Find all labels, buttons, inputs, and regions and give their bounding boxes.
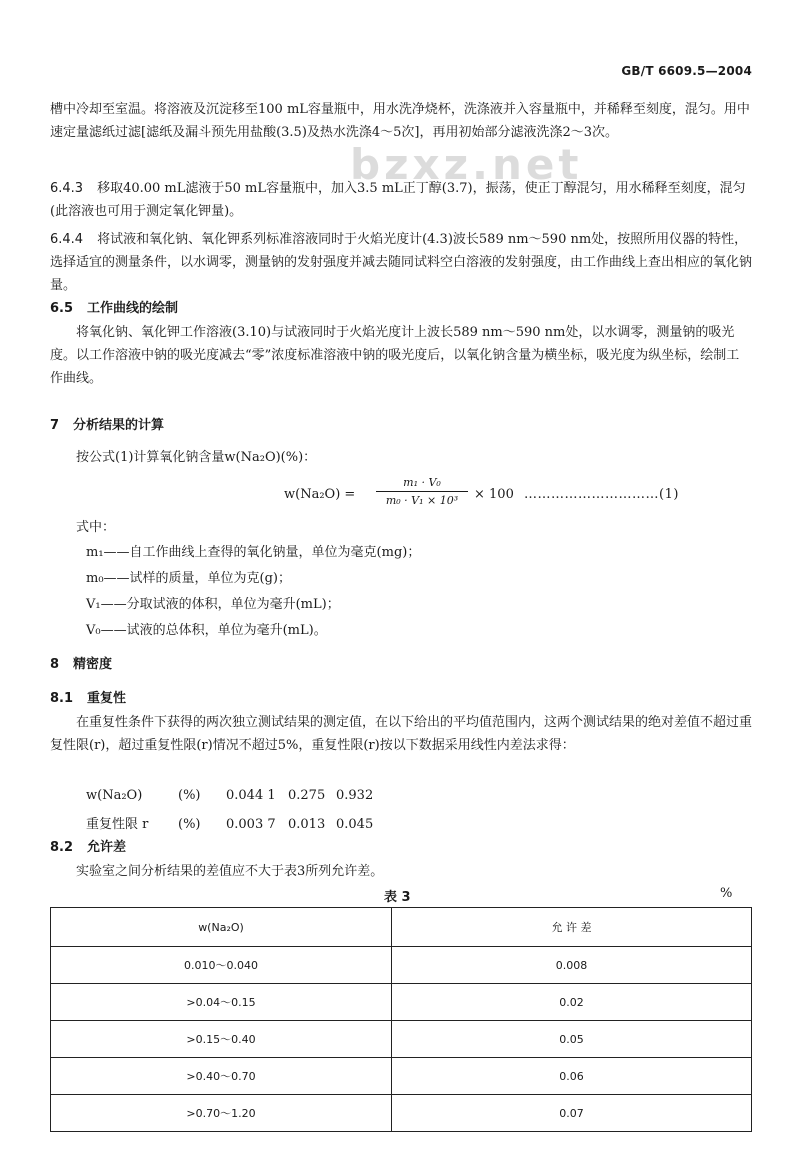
section-number: 8.1 [50, 691, 74, 706]
section-number: 8.2 [50, 840, 74, 855]
table-unit: % [720, 886, 733, 901]
table-cell: >0.04～0.15 [51, 984, 392, 1021]
standard-number-header: GB/T 6609.5—2004 [621, 64, 752, 78]
value: 0.013 [288, 817, 326, 832]
section-number: 6.4.3 [50, 181, 84, 196]
section-text: 将试液和氧化钠、氧化钾系列标准溶液同时于火焰光度计(4.3)波长589 nm～590 nm处，按照所用仪器的特性，选择适宜的测量条件，以水调零，测量钠的发射强度并减去随同试料空白溶液的发射强度，由工作曲线上查出相应的氧化钠量。 [50, 232, 753, 293]
watermark: bzxz.net [350, 140, 583, 189]
table-row [51, 984, 752, 1021]
table-cell: >0.15～0.40 [51, 1021, 392, 1058]
section-6-5-heading [50, 297, 752, 320]
formula-1 [284, 476, 754, 516]
table-caption: 表 3 [384, 890, 411, 905]
section-title: 精密度 [73, 657, 113, 672]
section-number: 6.4.4 [50, 232, 84, 247]
value: 0.932 [336, 788, 374, 803]
table-cell: 0.02 [392, 984, 752, 1021]
column-header: w(Na₂O) [51, 908, 392, 947]
section-number: 6.5 [50, 301, 74, 316]
section-8-2-text: 实验室之间分析结果的差值应不大于表3所列允许差。 [76, 864, 384, 879]
table-cell: 0.07 [392, 1095, 752, 1132]
value: 0.275 [288, 788, 326, 803]
section-title: 重复性 [87, 691, 127, 706]
formula-lhs: w(Na₂O) = [284, 487, 356, 502]
variable-definitions [86, 540, 420, 644]
row-unit: (%) [178, 788, 201, 803]
repeatability-row-limit [86, 813, 373, 832]
section-7-text: 按公式(1)计算氧化钠含量w(Na₂O)(%)： [76, 450, 317, 465]
definition-item: V₀——试液的总体积，单位为毫升(mL)。 [86, 623, 327, 638]
formula-denominator: m₀ · V₁ × 10³ [385, 494, 459, 507]
formula-fraction [376, 476, 468, 507]
section-title: 分析结果的计算 [73, 418, 165, 433]
section-number: 7 [50, 418, 60, 433]
table-row [51, 947, 752, 984]
table-cell: 0.008 [392, 947, 752, 984]
row-label: 重复性限 r [86, 817, 149, 832]
table-row [51, 1021, 752, 1058]
formula-numerator: m₁ · V₀ [376, 476, 468, 492]
section-number: 8 [50, 657, 60, 672]
section-6-4-3 [50, 177, 752, 223]
section-text: 移取40.00 mL滤液于50 mL容量瓶中，加入3.5 mL正丁醇(3.7)，振荡，使正丁醇混匀，用水稀释至刻度，混匀(此溶液也可用于测定氧化钾量)。 [50, 181, 746, 219]
table-cell: >0.70～1.20 [51, 1095, 392, 1132]
allowable-difference-table [50, 907, 752, 1132]
column-header: 允 许 差 [392, 908, 752, 947]
value: 0.045 [336, 817, 374, 832]
table-row [51, 1095, 752, 1132]
definition-item: V₁——分取试液的体积，单位为毫升(mL)； [86, 597, 340, 612]
section-8-1-heading [50, 687, 752, 710]
value: 0.044 1 [226, 788, 276, 803]
formula-rhs: × 100 [474, 487, 514, 502]
table-cell: 0.05 [392, 1021, 752, 1058]
section-8-heading [50, 653, 752, 676]
where-label: 式中： [76, 520, 116, 535]
value: 0.003 7 [226, 817, 276, 832]
section-6-4-4 [50, 228, 752, 297]
repeatability-row-content [86, 788, 373, 803]
section-7-heading [50, 414, 752, 437]
definition-item: m₀——试样的质量，单位为克(g)； [86, 571, 292, 586]
intro-paragraph: 槽中冷却至室温。将溶液及沉淀移至100 mL容量瓶中，用水洗净烧杯，洗涤液并入容量瓶中，并稀释至刻度，混匀。用中速定量滤纸过滤[滤纸及漏斗预先用盐酸(3.5)及热水洗涤4～5次]，再用初始部分滤液洗涤2～3次。 [50, 102, 750, 140]
section-8-2-heading [50, 836, 752, 859]
formula-number: …………………………(1) [524, 487, 679, 502]
section-title: 允许差 [87, 840, 127, 855]
row-unit: (%) [178, 817, 201, 832]
row-label: w(Na₂O) [86, 788, 143, 803]
table-header-row [51, 908, 752, 947]
table-row [51, 1058, 752, 1095]
table-cell: 0.010～0.040 [51, 947, 392, 984]
definition-item: m₁——自工作曲线上查得的氧化钠量，单位为毫克(mg)； [86, 545, 421, 560]
section-title: 工作曲线的绘制 [87, 301, 179, 316]
table-cell: >0.40～0.70 [51, 1058, 392, 1095]
table-cell: 0.06 [392, 1058, 752, 1095]
section-6-5-text: 将氧化钠、氧化钾工作溶液(3.10)与试液同时于火焰光度计上波长589 nm～590 nm处，以水调零，测量钠的吸光度。以工作溶液中钠的吸光度减去“零”浓度标准溶液中钠的吸光度后，以氧化钠含量为横坐标，吸光度为纵坐标，绘制工作曲线。 [50, 325, 740, 386]
section-8-1-text: 在重复性条件下获得的两次独立测试结果的测定值，在以下给出的平均值范围内，这两个测试结果的绝对差值不超过重复性限(r)，超过重复性限(r)情况不超过5%，重复性限(r)按以下数据采用线性内差法求得： [50, 715, 753, 753]
